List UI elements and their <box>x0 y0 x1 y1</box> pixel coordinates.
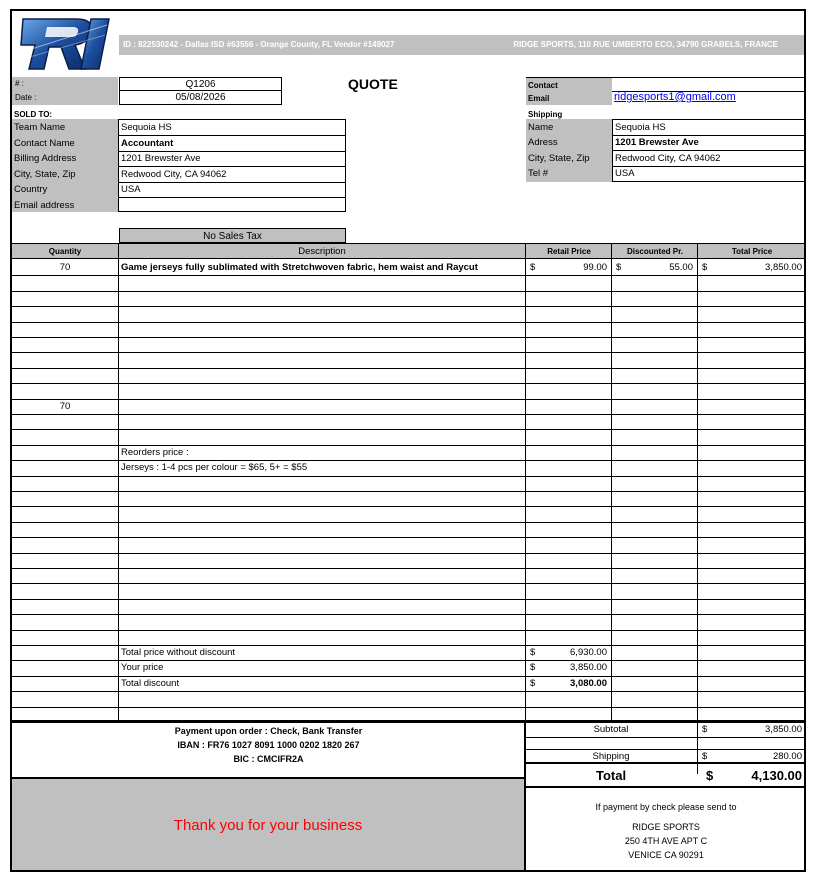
table-row-line <box>12 630 806 631</box>
table-row-line <box>12 368 806 369</box>
without-discount-currency: $ <box>530 647 536 658</box>
col-total: Total Price <box>731 247 773 256</box>
shipping-label: Shipping <box>528 110 563 119</box>
table-row-line <box>12 476 806 477</box>
table-row-line <box>12 414 806 415</box>
thanks-message: Thank you for your business <box>173 817 363 834</box>
shipping-table <box>526 119 806 182</box>
document-title: QUOTE <box>348 76 398 92</box>
table-row-line <box>12 337 806 338</box>
item-discounted-currency: $ <box>616 262 622 273</box>
table-row-line <box>12 583 806 584</box>
table-row-line <box>12 291 806 292</box>
item-quantity: 70 <box>59 262 71 273</box>
date-label: Date : <box>15 93 37 102</box>
table-row-line <box>12 491 806 492</box>
number-label: # : <box>15 79 24 88</box>
table-row-line <box>12 429 806 430</box>
check-address: 250 4TH AVE APT C <box>624 836 708 846</box>
billing-address-value: 1201 Brewster Ave <box>121 153 201 164</box>
your-price-currency: $ <box>530 662 536 673</box>
country-value: USA <box>121 184 141 195</box>
tax-note: No Sales Tax <box>119 228 346 243</box>
reorder-label: Reorders price : <box>121 447 189 458</box>
quote-number-box <box>119 77 282 105</box>
subtotal-currency: $ <box>702 724 708 735</box>
table-row-line <box>12 506 806 507</box>
email-label: Email <box>528 94 550 103</box>
quote-number: Q1206 <box>120 78 281 91</box>
total-discount-label: Total discount <box>121 678 180 689</box>
table-row-line <box>12 599 806 600</box>
table-row-line <box>12 522 806 523</box>
bottom-section <box>12 720 806 872</box>
company-address-line: RIDGE SPORTS, 110 RUE UMBERTO ECO, 34790 GRABELS, FRANCE <box>513 40 778 49</box>
col-quantity: Quantity <box>48 247 82 256</box>
item-total-currency: $ <box>702 262 708 273</box>
total-discount-currency: $ <box>530 678 536 689</box>
ship-tel-value: USA <box>615 168 635 179</box>
country-label: Country <box>14 184 48 195</box>
sold-to-label: SOLD TO: <box>14 110 53 119</box>
shipping-cost-value: 280.00 <box>772 751 802 762</box>
item-retail-currency: $ <box>530 262 536 273</box>
shipping-cost-currency: $ <box>702 751 708 762</box>
sold-to-table <box>12 119 346 212</box>
contact-name-value: Accountant <box>121 138 174 149</box>
contact-name-label: Contact Name <box>14 138 75 149</box>
table-row-line <box>12 399 806 400</box>
item-retail-price: 99.00 <box>583 262 607 273</box>
team-name-label: Team Name <box>14 122 66 133</box>
col-discounted: Discounted Pr. <box>626 247 683 256</box>
team-name-value: Sequoia HS <box>121 122 172 133</box>
table-row-line <box>12 707 806 708</box>
shipping-cost-label: Shipping <box>592 751 630 762</box>
grand-total-row <box>526 764 806 788</box>
check-payment-info <box>526 800 806 862</box>
table-row-line <box>12 691 806 692</box>
your-price-label: Your price <box>121 662 164 673</box>
vendor-id-line: ID : 822530242 - Dallas ISD #63556 - Orange County, FL Vendor #149027 <box>123 40 395 49</box>
payment-iban: IBAN : FR76 1027 8091 1000 0202 1820 267 <box>177 740 360 750</box>
table-row-line <box>12 322 806 323</box>
city-label: City, State, Zip <box>14 169 76 180</box>
logo-emblem-icon <box>19 15 113 73</box>
col-description: Description <box>298 246 346 257</box>
quote-document <box>10 9 806 872</box>
totals-panel <box>526 722 806 872</box>
grand-total-label: Total <box>596 768 627 783</box>
table-row-line <box>12 537 806 538</box>
table-row-line <box>12 352 806 353</box>
grand-total-value: 4,130.00 <box>751 768 802 783</box>
items-table <box>12 243 806 721</box>
thanks-panel <box>12 779 524 872</box>
subtotal-value: 3,850.00 <box>765 724 802 735</box>
without-discount-value: 6,930.00 <box>570 647 607 658</box>
ship-tel-label: Tel # <box>528 168 549 179</box>
number-label-cell <box>12 77 118 105</box>
item-discounted-price: 55.00 <box>669 262 693 273</box>
company-logo <box>19 15 113 73</box>
item-description: Game jerseys fully sublimated with Stretchwoven fabric, hem waist and Raycut <box>121 262 478 273</box>
contact-email-link[interactable]: ridgesports1@gmail.com <box>614 91 736 103</box>
header-bar <box>119 35 806 55</box>
table-row-line <box>12 275 806 276</box>
items-header <box>12 244 806 259</box>
ship-name-value: Sequoia HS <box>615 122 666 133</box>
check-city: VENICE CA 90291 <box>628 850 704 860</box>
billing-address-label: Billing Address <box>14 153 77 164</box>
ship-city-value: Redwood City, CA 94062 <box>615 153 721 164</box>
city-value: Redwood City, CA 94062 <box>121 169 227 180</box>
item-total-price: 3,850.00 <box>765 262 802 273</box>
table-row-line <box>12 614 806 615</box>
grand-total-currency: $ <box>706 768 714 783</box>
your-price-value: 3,850.00 <box>570 662 607 673</box>
quote-date: 05/08/2026 <box>175 92 226 103</box>
table-row-line <box>12 568 806 569</box>
payment-info <box>12 724 525 776</box>
subtotal-label: Subtotal <box>593 724 629 735</box>
ship-address-value: 1201 Brewster Ave <box>615 137 699 148</box>
reorder-detail: Jerseys : 1-4 pcs per colour = $65, 5+ = $55 <box>121 462 308 473</box>
quantity-summary: 70 <box>59 401 71 412</box>
payment-methods: Payment upon order : Check, Bank Transfer <box>174 726 363 736</box>
without-discount-label: Total price without discount <box>121 647 236 658</box>
contact-block <box>526 77 806 105</box>
table-row-line <box>12 553 806 554</box>
ship-city-label: City, State, Zip <box>528 153 590 164</box>
contact-label: Contact <box>528 81 558 90</box>
check-note: If payment by check please send to <box>595 802 737 812</box>
total-discount-value: 3,080.00 <box>570 678 607 689</box>
payment-bic: BIC : CMCIFR2A <box>233 754 304 764</box>
table-row-line <box>12 383 806 384</box>
col-retail: Retail Price <box>547 247 591 256</box>
ship-address-label: Adress <box>528 137 558 148</box>
email-address-label: Email address <box>14 200 75 211</box>
ship-name-label: Name <box>528 122 554 133</box>
table-row-line <box>12 306 806 307</box>
check-name: RIDGE SPORTS <box>632 822 700 832</box>
